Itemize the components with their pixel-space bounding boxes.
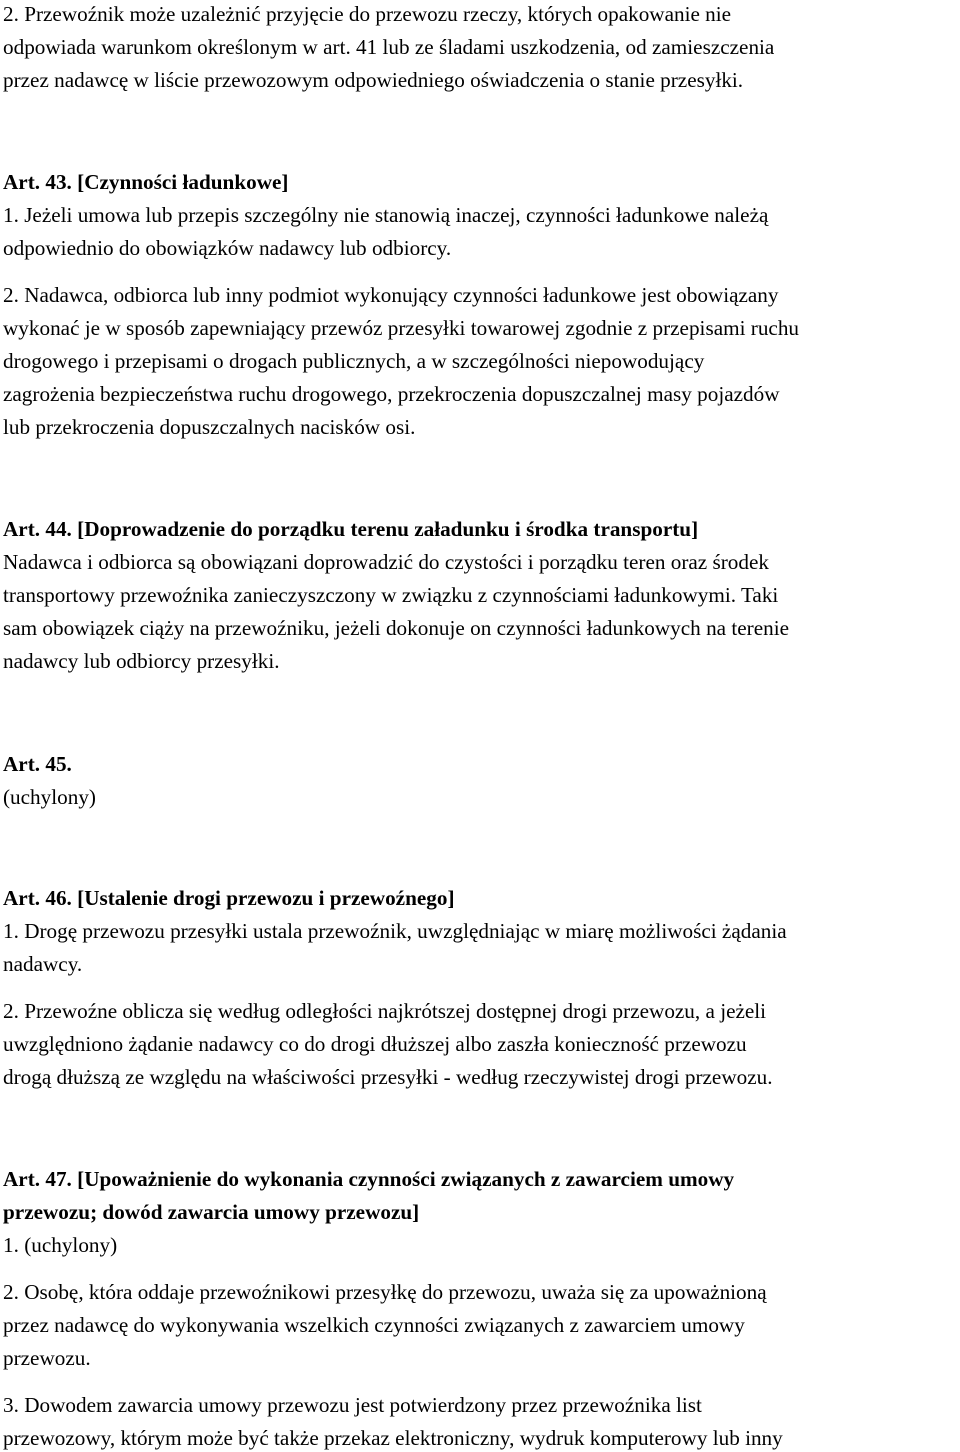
intro-line-2: odpowiada warunkom określonym w art. 41 lub ze śladami uszkodzenia, od zamieszczenia	[3, 35, 775, 59]
art43-p2-line-5: lub przekroczenia dopuszczalnych nacisków osi.	[3, 415, 416, 439]
art43-p2-line-4: zagrożenia bezpieczeństwa ruchu drogowego, przekroczenia dopuszczalnej masy pojazdów	[3, 382, 780, 406]
art44-p1-line-2: transportowy przewoźnika zanieczyszczony w związku z czynnościami ładunkowymi. Taki	[3, 583, 779, 607]
art46-p1-line-1: 1. Drogę przewozu przesyłki ustala przewoźnik, uwzględniając w miarę możliwości żądania	[3, 919, 787, 943]
art47-p3-line-1: 3. Dowodem zawarcia umowy przewozu jest potwierdzony przez przewoźnika list	[3, 1393, 702, 1417]
art43-p1-line-2: odpowiednio do obowiązków nadawcy lub odbiorcy.	[3, 236, 452, 260]
art46-p2-line-2: uwzględniono żądanie nadawcy co do drogi dłuższej albo zaszła konieczność przewozu	[3, 1032, 747, 1056]
art47-p3-line-2: przewozowy, którym może być także przekaz elektroniczny, wydruk komputerowy lub inny	[3, 1426, 783, 1450]
art43-p2-line-1: 2. Nadawca, odbiorca lub inny podmiot wykonujący czynności ładunkowe jest obowiązany	[3, 283, 779, 307]
art44-p1-line-1: Nadawca i odbiorca są obowiązani doprowadzić do czystości i porządku teren oraz środek	[3, 550, 769, 574]
intro-line-1: 2. Przewoźnik może uzależnić przyjęcie do przewozu rzeczy, których opakowanie nie	[3, 2, 732, 26]
art45-status: (uchylony)	[3, 785, 96, 809]
art43-p2-line-3: drogowego i przepisami o drogach publicznych, a w szczególności niepowodujący	[3, 349, 705, 373]
art43-p1-line-1: 1. Jeżeli umowa lub przepis szczególny nie stanowią inaczej, czynności ładunkowe należą	[3, 203, 769, 227]
art46-p2-line-1: 2. Przewoźne oblicza się według odległości najkrótszej dostępnej drogi przewozu, a jeżeli	[3, 999, 767, 1023]
art44-p1-line-4: nadawcy lub odbiorcy przesyłki.	[3, 649, 280, 673]
intro-line-3: przez nadawcę w liście przewozowym odpowiedniego oświadczenia o stanie przesyłki.	[3, 68, 744, 92]
art46-p1-line-2: nadawcy.	[3, 952, 83, 976]
art46-heading: Art. 46. [Ustalenie drogi przewozu i przewoźnego]	[3, 886, 455, 910]
art45-heading: Art. 45.	[3, 752, 72, 776]
art46-p2-line-3: drogą dłuższą ze względu na właściwości przesyłki - według rzeczywistej drogi przewozu.	[3, 1065, 773, 1089]
art47-p1: 1. (uchylony)	[3, 1233, 118, 1257]
art47-p2-line-1: 2. Osobę, która oddaje przewoźnikowi przesyłkę do przewozu, uważa się za upoważnioną	[3, 1280, 767, 1304]
art47-heading-line-2: przewozu; dowód zawarcia umowy przewozu]	[3, 1200, 420, 1224]
art43-heading: Art. 43. [Czynności ładunkowe]	[3, 170, 289, 194]
art44-heading: Art. 44. [Doprowadzenie do porządku terenu załadunku i środka transportu]	[3, 517, 699, 541]
art47-heading-line-1: Art. 47. [Upoważnienie do wykonania czynności związanych z zawarciem umowy	[3, 1167, 735, 1191]
art43-p2-line-2: wykonać je w sposób zapewniający przewóz przesyłki towarowej zgodnie z przepisami ruchu	[3, 316, 800, 340]
art47-p2-line-3: przewozu.	[3, 1346, 91, 1370]
art44-p1-line-3: sam obowiązek ciąży na przewoźniku, jeżeli dokonuje on czynności ładunkowych na terenie	[3, 616, 789, 640]
art47-p2-line-2: przez nadawcę do wykonywania wszelkich czynności związanych z zawarciem umowy	[3, 1313, 745, 1337]
